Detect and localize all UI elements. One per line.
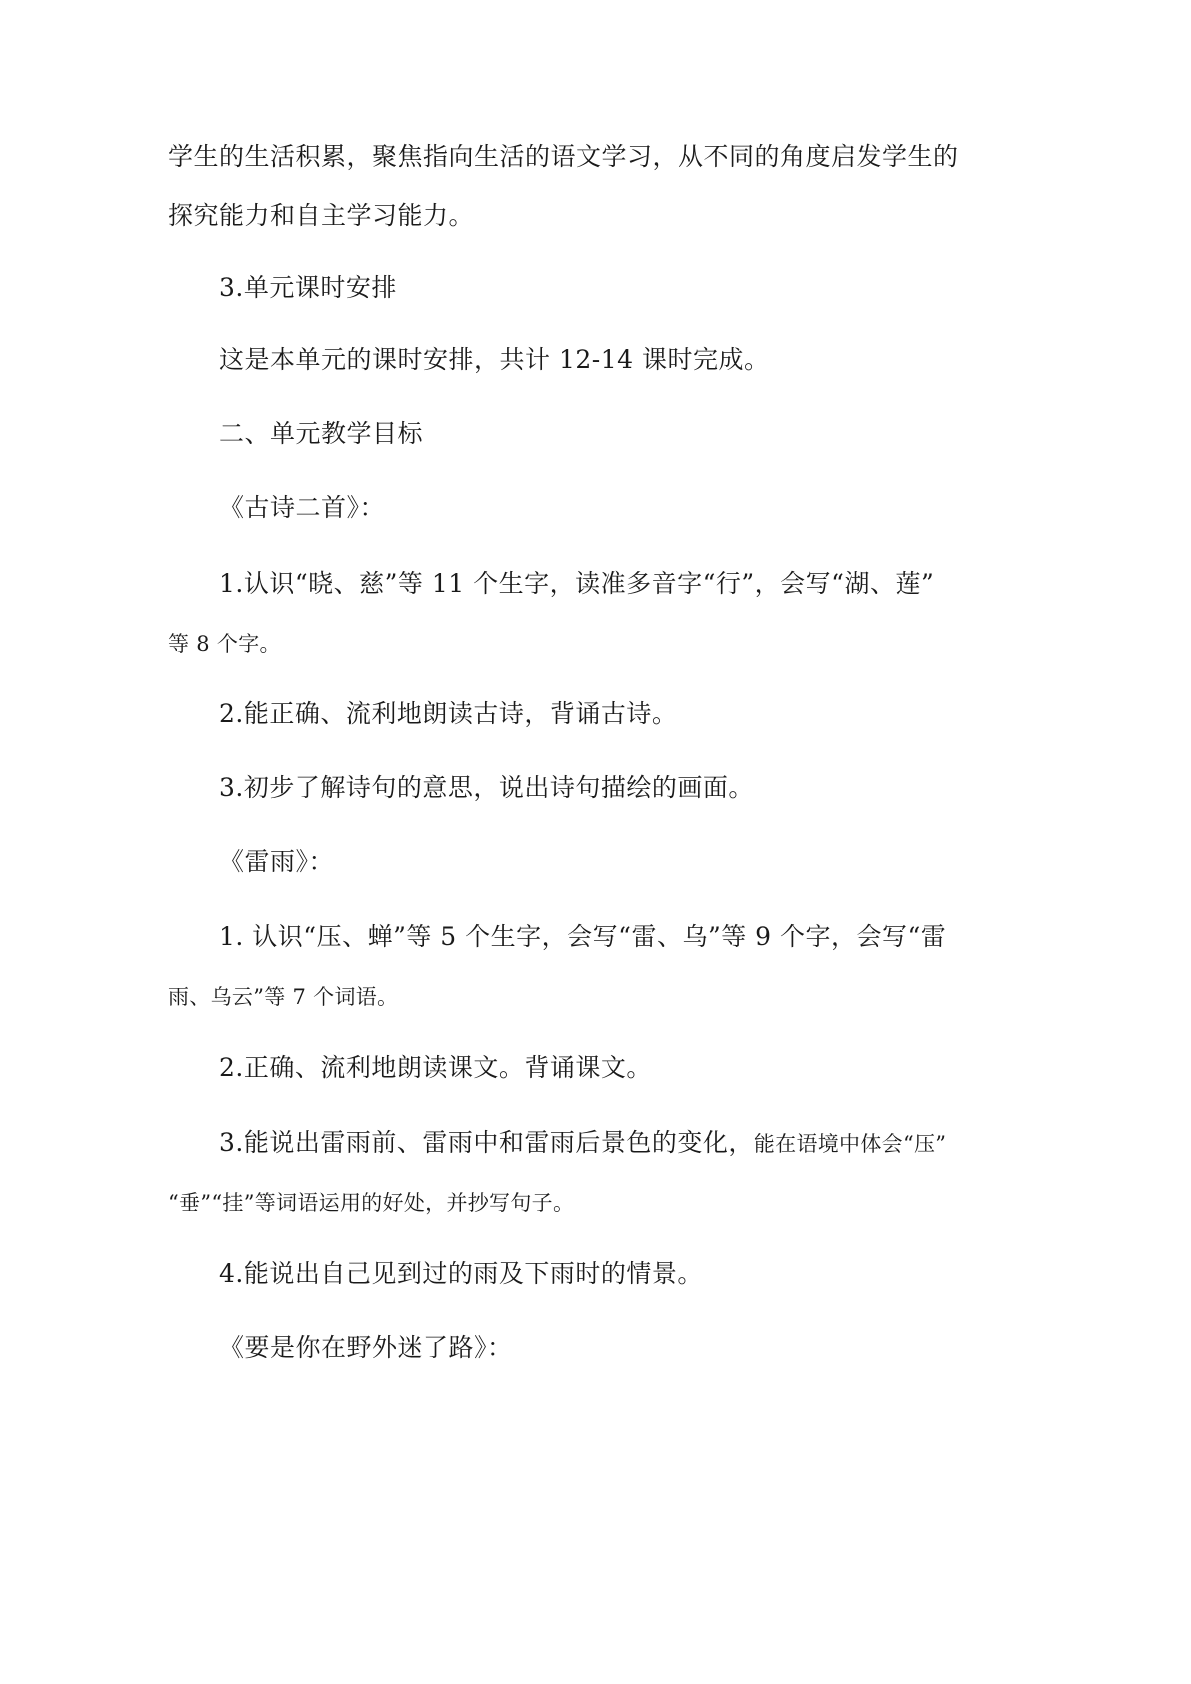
gushi-goal-3: 3.初步了解诗句的意思，说出诗句描绘的画面。 (219, 773, 754, 802)
intro-paragraph-line-2: 探究能力和自主学习能力。 (168, 201, 475, 230)
leiyu-goal-1-line-1: 1. 认识“压、蝉”等 5 个生字，会写“雷、乌”等 9 个字，会写“雷 (219, 922, 947, 951)
leiyu-goal-3-line-2: “垂”“挂”等词语运用的好处，并抄写句子。 (168, 1191, 575, 1215)
leiyu-goal-3-line-1-part-a: 3.能说出雷雨前、雷雨中和雷雨后景色的变化， (219, 1128, 754, 1157)
intro-paragraph-line-1: 学生的生活积累，聚焦指向生活的语文学习，从不同的角度启发学生的 (168, 142, 959, 171)
leiyu-goal-3-line-1 (219, 1127, 946, 1160)
gushi-goal-2: 2.能正确、流利地朗读古诗，背诵古诗。 (219, 699, 678, 728)
gushi-goal-1-line-1: 1.认识“晓、慈”等 11 个生字，读准多音字“行”，会写“湖、莲” (219, 569, 935, 598)
leiyu-goal-3-line-1-part-b: 能在语境中体会“压” (753, 1132, 947, 1156)
section-heading-schedule: 3.单元课时安排 (219, 273, 397, 302)
leiyu-goal-1-line-2: 雨、乌云”等 7 个词语。 (168, 985, 399, 1009)
leiyu-goal-2: 2.正确、流利地朗读课文。背诵课文。 (219, 1053, 652, 1082)
lesson-title-leiyu: 《雷雨》： (219, 847, 335, 876)
leiyu-goal-4: 4.能说出自己见到过的雨及下雨时的情景。 (219, 1259, 703, 1288)
schedule-paragraph: 这是本单元的课时安排，共计 12-14 课时完成。 (219, 345, 770, 374)
section-heading-goals: 二、单元教学目标 (219, 419, 424, 448)
lesson-title-gushi: 《古诗二首》： (219, 493, 386, 522)
gushi-goal-1-line-2: 等 8 个字。 (168, 632, 281, 656)
lesson-title-milu: 《要是你在野外迷了路》： (219, 1333, 513, 1362)
